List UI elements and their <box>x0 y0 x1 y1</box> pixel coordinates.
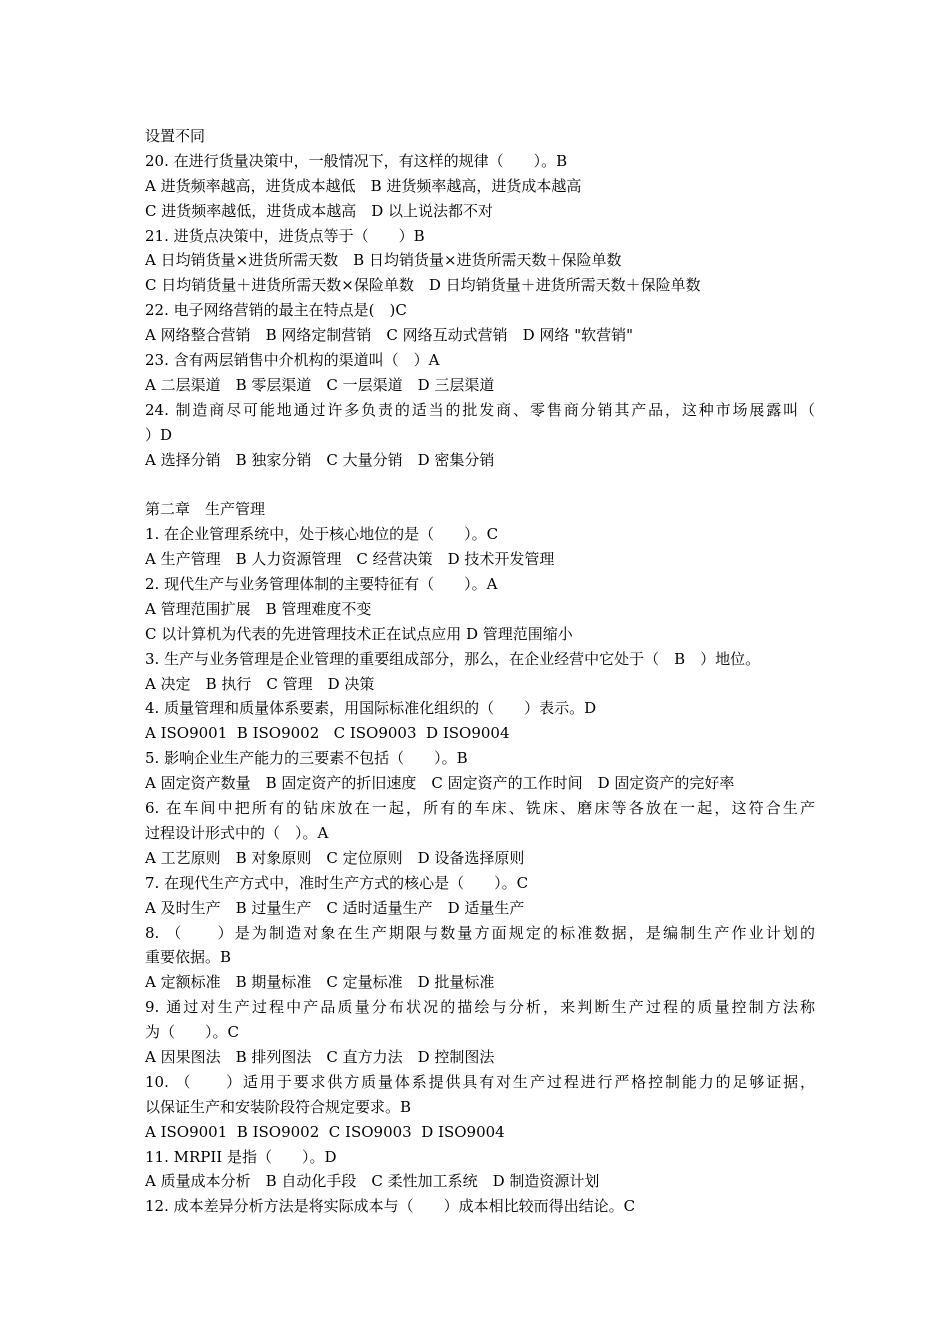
question-line: 24. 制造商尽可能地通过许多负责的适当的批发商、零售商分销其产品，这种市场展露叫（ <box>145 400 815 419</box>
options-line: A 定额标准 B 期量标准 C 定量标准 D 批量标准 <box>145 973 495 992</box>
question-line: 1. 在企业管理系统中，处于核心地位的是（ ）。C <box>145 525 499 544</box>
options-line: A 网络整合营销 B 网络定制营销 C 网络互动式营销 D 网络 "软营销" <box>145 326 634 345</box>
text-line: 设置不同 <box>145 127 206 145</box>
options-line: A 二层渠道 B 零层渠道 C 一层渠道 D 三层渠道 <box>145 375 495 394</box>
question-line: 8. （ ）是为制造对象在生产期限与数量方面规定的标准数据，是编制生产作业计划的 <box>145 923 815 942</box>
question-line: 3. 生产与业务管理是企业管理的重要组成部分，那么，在企业经营中它处于（ B ）地位。 <box>145 649 761 668</box>
options-line: A ISO9001 B ISO9002 C ISO9003 D ISO9004 <box>145 724 510 743</box>
blank-line <box>145 472 815 497</box>
question-line: 2. 现代生产与业务管理体制的主要特征有（ ）。A <box>145 575 498 594</box>
question-line: 10. （ ）适用于要求供方质量体系提供具有对生产过程进行严格控制能力的足够证据， <box>145 1072 815 1091</box>
question-line: 重要依据。B <box>145 948 232 967</box>
options-line: A 及时生产 B 过量生产 C 适时适量生产 D 适量生产 <box>145 898 525 917</box>
document-page <box>145 124 815 1219</box>
options-line: A 管理范围扩展 B 管理难度不变 <box>145 599 372 618</box>
options-line: A 质量成本分析 B 自动化手段 C 柔性加工系统 D 制造资源计划 <box>145 1172 600 1191</box>
options-line: A ISO9001 B ISO9002 C ISO9003 D ISO9004 <box>145 1122 505 1141</box>
options-line: C 进货频率越低，进货成本越高 D 以上说法都不对 <box>145 201 494 220</box>
options-line: A 固定资产数量 B 固定资产的折旧速度 C 固定资产的工作时间 D 固定资产的完好率 <box>145 774 735 793</box>
options-line: C 日均销货量＋进货所需天数×保险单数 D 日均销货量＋进货所需天数＋保险单数 <box>145 276 701 295</box>
question-line: 22. 电子网络营销的最主在特点是( )C <box>145 301 407 320</box>
options-line: A 生产管理 B 人力资源管理 C 经营决策 D 技术开发管理 <box>145 550 555 569</box>
question-line: 4. 质量管理和质量体系要素，用国际标准化组织的（ ）表示。D <box>145 699 597 718</box>
question-line: 5. 影响企业生产能力的三要素不包括（ ）。B <box>145 749 468 768</box>
options-line: A 决定 B 执行 C 管理 D 决策 <box>145 674 375 693</box>
question-line: 9. 通过对生产过程中产品质量分布状况的描绘与分析，来判断生产过程的质量控制方法称 <box>145 998 815 1017</box>
options-line: C 以计算机为代表的先进管理技术正在试点应用 D 管理范围缩小 <box>145 624 573 643</box>
options-line: A 因果图法 B 排列图法 C 直方力法 D 控制图法 <box>145 1047 495 1066</box>
question-line: 11. MRPII 是指（ ）。D <box>145 1147 337 1166</box>
question-line: 12. 成本差异分析方法是将实际成本与（ ）成本相比较而得出结论。C <box>145 1197 636 1216</box>
question-line: 6. 在车间中把所有的钻床放在一起，所有的车床、铣床、磨床等各放在一起，这符合生产 <box>145 799 815 818</box>
question-line: 21. 进货点决策中，进货点等于（ ）B <box>145 226 425 245</box>
question-line: 为（ ）。C <box>145 1023 239 1042</box>
options-line: A 选择分销 B 独家分销 C 大量分销 D 密集分销 <box>145 450 495 469</box>
chapter-heading: 第二章 生产管理 <box>145 500 266 519</box>
options-line: A 工艺原则 B 对象原则 C 定位原则 D 设备选择原则 <box>145 848 525 867</box>
question-line: 7. 在现代生产方式中，准时生产方式的核心是（ ）。C <box>145 873 529 892</box>
options-line: A 日均销货量×进货所需天数 B 日均销货量×进货所需天数＋保险单数 <box>145 251 622 270</box>
options-line: A 进货频率越高，进货成本越低 B 进货频率越高，进货成本越高 <box>145 176 582 195</box>
question-line: 23. 含有两层销售中介机构的渠道叫（ ）A <box>145 351 440 370</box>
question-line: 以保证生产和安装阶段符合规定要求。B <box>145 1097 412 1116</box>
question-line: ）D <box>145 425 173 444</box>
question-line: 过程设计形式中的（ ）。A <box>145 823 329 842</box>
question-line: 20. 在进行货量决策中，一般情况下，有这样的规律（ ）。B <box>145 151 568 170</box>
